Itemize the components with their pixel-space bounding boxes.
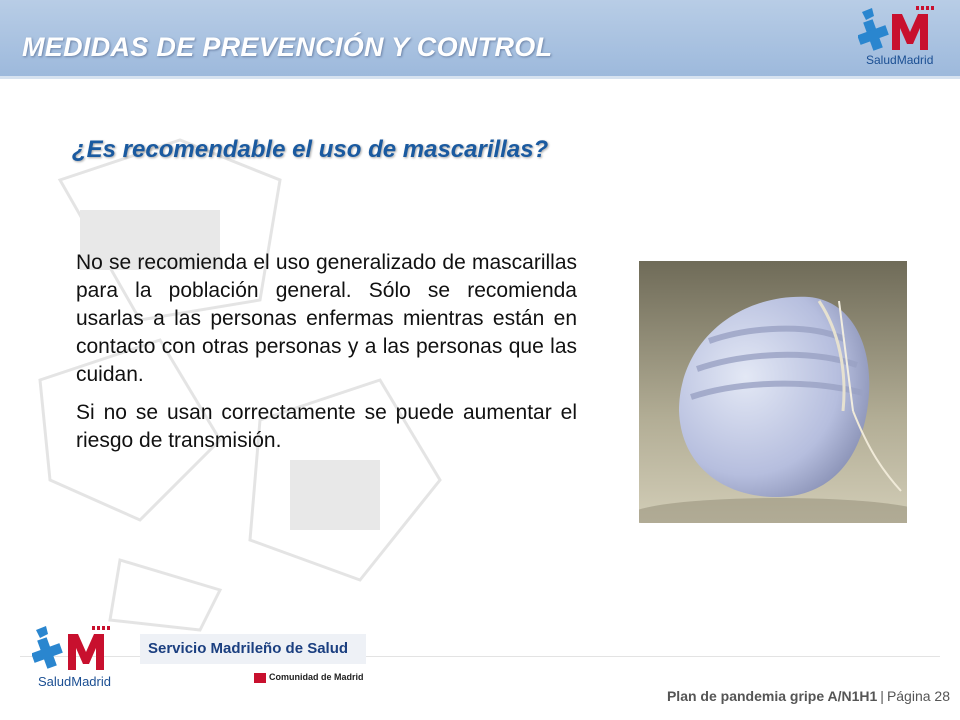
slide-title: MEDIDAS DE PREVENCIÓN Y CONTROL [22,32,553,62]
footer-page-info [667,688,950,704]
question-heading: ¿Es recomendable el uso de mascarillas? [72,136,549,163]
service-name: Servicio Madrileño de Salud [148,640,349,657]
footer-separator: | [880,688,884,704]
community-name: Comunidad de Madrid [269,672,364,682]
body-text [76,249,577,465]
document-name: Plan de pandemia gripe A/N1H1 [666,688,878,704]
comunidad-flag-icon [254,673,266,683]
header-logo-text: SaludMadrid [866,53,934,67]
face-mask-photo [639,261,907,523]
footer-logo-text: SaludMadrid [38,674,111,689]
header-divider [0,76,960,79]
page-number: Página 28 [886,688,950,704]
paragraph-recommendation: No se recomienda el uso generalizado de mascarillas para la población general. Sólo se recomienda usarlas a las personas enfermas mientras están en contacto con otras personas y a las personas que las cuidan. [76,251,577,386]
paragraph-risk: Si no se usan correctamente se puede aumentar el riesgo de transmisión. [76,401,577,452]
